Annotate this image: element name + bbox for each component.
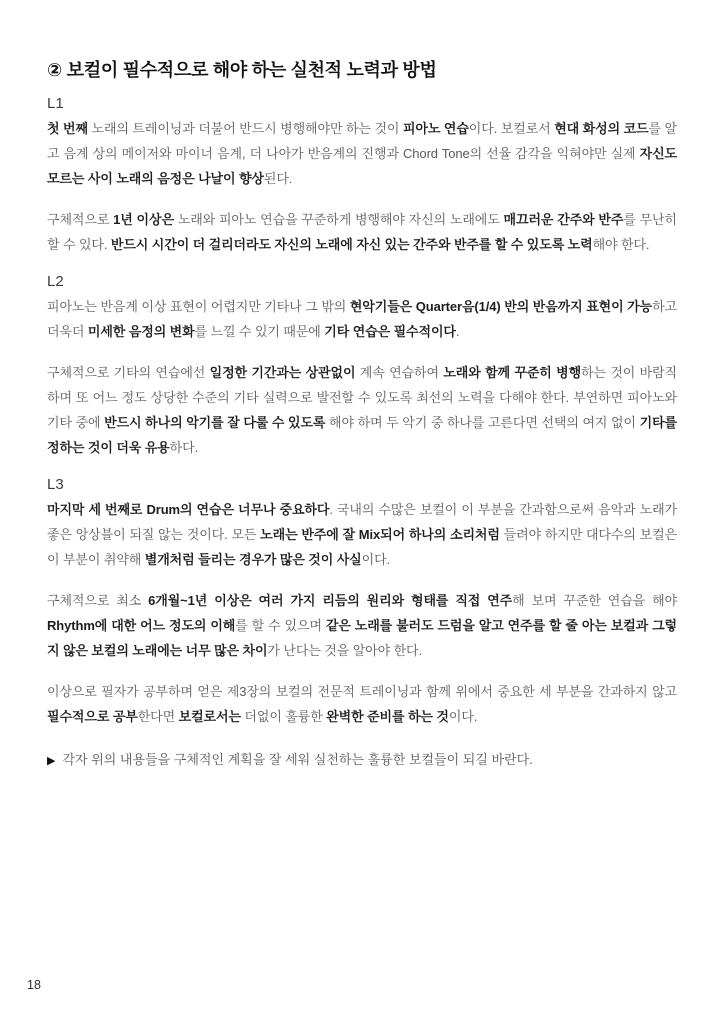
- body-text: .: [455, 324, 460, 339]
- body-text: 를 느낄 수 있기 때문에: [194, 324, 325, 339]
- body-text: 하고 더욱더: [47, 299, 677, 339]
- page-number: 18: [27, 978, 41, 992]
- body-text: 하는 것이 바람직하며 또 어느 정도 상당한 수준의 기타 실력으로 발전할 수 있도록 최선의 노력을 다해야 한다. 부연하면 피아노와 기타 중에: [47, 365, 677, 430]
- body-text: 노래의 트레이닝과 더불어 반드시 병행해야만 하는 것이: [87, 121, 403, 136]
- body-text: 계속 연습하여: [355, 365, 444, 380]
- body-text: 하다.: [169, 440, 199, 455]
- bold-text: 반드시 하나의 악기를 잘 다룰 수 있도록: [104, 415, 326, 430]
- closing-note-text: 각자 위의 내용들을 구체적인 계획을 잘 세워 실천하는 훌륭한 보컬들이 되길 바란다.: [62, 752, 533, 767]
- bold-text: 피아노 연습: [402, 121, 469, 136]
- body-text: . 국내의 수많은 보컬이 이 부분을 간과함으로써 음악과 노래가 좋은 앙상블이 되질 않는 것이다. 모든: [47, 502, 677, 542]
- bold-text: 현대 화성의 코드: [554, 121, 649, 136]
- bold-text: 일정한 기간과는 상관없이: [209, 365, 356, 380]
- section-label: L1: [47, 95, 64, 112]
- body-text: 해야 하며 두 악기 중 하나를 고른다면 선택의 여지 없이: [325, 415, 640, 430]
- bold-text: Rhythm에 대한 어느 정도의 이해: [47, 618, 236, 633]
- content-sections: [47, 95, 677, 729]
- body-text: 이다. 보컬로서: [468, 121, 555, 136]
- body-text: 더없이 훌륭한: [240, 709, 327, 724]
- body-text: 한다면: [137, 709, 179, 724]
- bold-text: 1년 이상은: [113, 212, 174, 227]
- bold-text: 노래는 반주에 잘 Mix되어 하나의 소리처럼: [260, 527, 500, 542]
- bold-text: 같은 노래를 불러도 드럼을 알고 연주를 할 줄 아는 보컬과 그렇지 않은 보컬의 노래에는 너무 많은 차이: [47, 618, 678, 658]
- page-title: ② 보컬이 필수적으로 해야 하는 실천적 노력과 방법: [47, 60, 437, 80]
- body-text: 피아노는 반음계 이상 표현이 어렵지만 기타나 그 밖의: [47, 299, 350, 314]
- paragraph: [47, 679, 677, 729]
- bold-text: 반드시 시간이 더 걸리더라도 자신의 노래에 자신 있는 간주와 반주를 할 수 있도록 노력: [110, 237, 593, 252]
- paragraph: [47, 360, 677, 460]
- bold-text: 필수적으로 공부: [47, 709, 138, 724]
- paragraph: [47, 207, 677, 257]
- body-text: 구체적으로: [47, 212, 114, 227]
- bold-text: 자신도 모르는 사이 노래의 음정은 나날이 향상: [47, 146, 677, 186]
- bold-text: 미세한 음정의 변화: [87, 324, 195, 339]
- section-label: L2: [47, 273, 64, 290]
- bold-text: 기타 연습은 필수적이다: [324, 324, 456, 339]
- body-text: 를 무난히 할 수 있다.: [47, 212, 677, 252]
- bullet-arrow-icon: ▶: [47, 755, 56, 767]
- bold-text: 현악기들은 Quarter음(1/4) 반의 반음까지 표현이 가능: [349, 299, 653, 314]
- body-text: 구체적으로 기타의 연습에선: [47, 365, 210, 380]
- body-text: 이상으로 필자가 공부하며 얻은 제3장의 보컬의 전문적 트레이닝과 함께 위에서 중요한 세 부분을 간과하지 않고: [47, 684, 677, 699]
- paragraph: [47, 497, 677, 572]
- bold-text: 매끄러운 간주와 반주: [503, 212, 624, 227]
- body-text: 된다.: [263, 171, 293, 186]
- body-text: 가 난다는 것을 알아야 한다.: [267, 643, 423, 658]
- body-text: 노래와 피아노 연습을 꾸준하게 병행해야 자신의 노래에도: [173, 212, 504, 227]
- section-label: L3: [47, 476, 64, 493]
- bold-text: 노래와 함께 꾸준히 병행: [443, 365, 582, 380]
- bold-text: 첫 번째: [47, 121, 88, 136]
- bold-text: 마지막 세 번째로 Drum의 연습은 너무나 중요하다: [47, 502, 330, 517]
- body-text: 이다.: [361, 552, 391, 567]
- body-text: 들려야 하지만 대다수의 보컬은 이 부분이 취약해: [47, 527, 677, 567]
- bold-text: 별개처럼 들리는 경우가 많은 것이 사실: [144, 552, 362, 567]
- body-text: 이다.: [448, 709, 478, 724]
- body-text: 를 알고 음계 상의 메이저와 마이너 음계, 더 나아가 반음계의 진행과 Chord Tone의 선율 감각을 익혀야만 실제: [47, 121, 677, 161]
- bold-text: 보컬로서는: [178, 709, 241, 724]
- body-text: 구체적으로 최소: [47, 593, 149, 608]
- body-text: 를 할 수 있으며: [235, 618, 326, 633]
- bold-text: 기타를 정하는 것이 더욱 유용: [47, 415, 677, 455]
- paragraph: [47, 116, 677, 191]
- body-text: 해야 한다.: [592, 237, 650, 252]
- paragraph: [47, 294, 677, 344]
- closing-note: [47, 747, 677, 774]
- paragraph: [47, 588, 677, 663]
- body-text: 해 보며 꾸준한 연습을 해야: [512, 593, 678, 608]
- bold-text: 완벽한 준비를 하는 것: [326, 709, 449, 724]
- bold-text: 6개월~1년 이상은 여러 가지 리듬의 원리와 형태를 직접 연주: [148, 593, 513, 608]
